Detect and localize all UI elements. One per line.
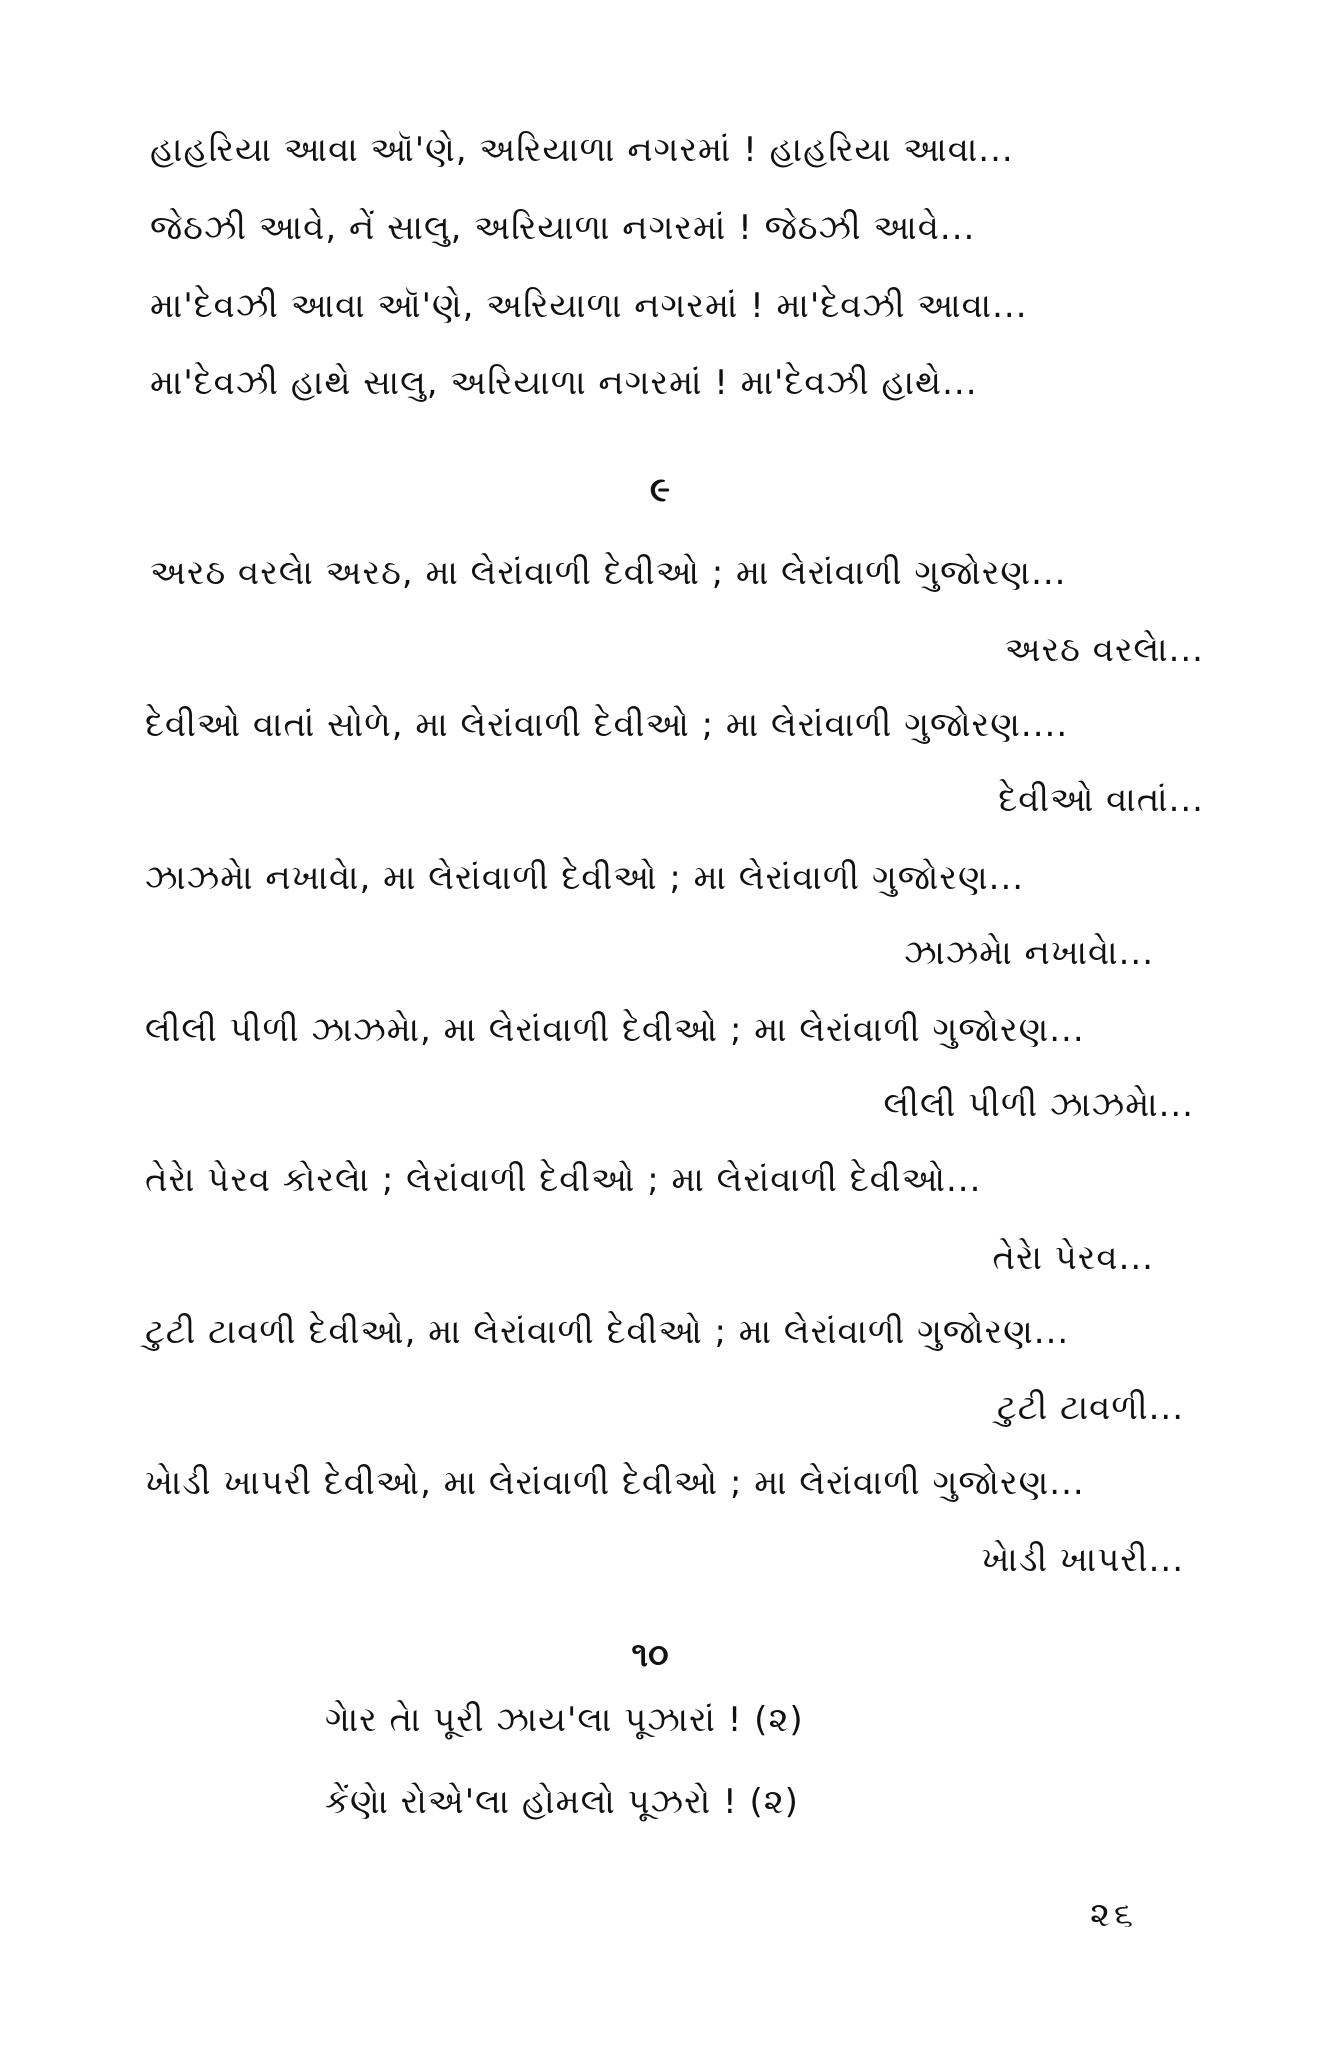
verse-line: મા'દેવઝી આવા ઑ'ણે, અરિયાળા નગરમાં ! મા'દેવઝી આવા... [150, 286, 1028, 326]
refrain-line: અરઠ વરલેા... [1004, 630, 1204, 670]
verse-line: અરઠ વરલેા અરઠ, મા લેરાંવાળી દેવીઓ ; મા લેરાંવાળી ગુજોરણ... [150, 553, 1067, 593]
verse-line: દેવીઓ વાતાં સોળે, મા લેરાંવાળી દેવીઓ ; મા લેરાંવાળી ગુજોરણ.... [145, 705, 1069, 745]
verse-line: ટુટી ટાવળી દેવીઓ, મા લેરાંવાળી દેવીઓ ; મા લેરાંવાળી ગુજોરણ... [145, 1312, 1070, 1352]
refrain-line: ટુટી ટાવળી... [996, 1388, 1184, 1428]
verse-line: તેરેા પેરવ કોરલેા ; લેરાંવાળી દેવીઓ ; મા લેરાંવાળી દેવીઓ... [145, 1160, 982, 1200]
refrain-line: દેવીઓ વાતાં... [998, 780, 1204, 820]
refrain-line: તેરેા પેરવ... [992, 1238, 1154, 1278]
verse-line: હાહરિયા આવા ઑ'ણે, અરિયાળા નગરમાં ! હાહરિયા આવા... [150, 130, 1014, 170]
verse-line: મા'દેવઝી હાથે સાલુ, અરિયાળા નગરમાં ! મા'દેવઝી હાથે... [150, 363, 978, 403]
refrain-line: લીલી પીળી ઝાઝમેા... [883, 1085, 1194, 1125]
page-number: ૨૬ [1090, 1895, 1137, 1935]
refrain-line: ખેાડી ખાપરી... [981, 1540, 1184, 1580]
verse-line: ઝાઝમેા નખાવેા, મા લેરાંવાળી દેવીઓ ; મા લેરાંવાળી ગુજોરણ... [145, 858, 1025, 898]
verse-line: લીલી પીળી ઝાઝમેા, મા લેરાંવાળી દેવીઓ ; મા લેરાંવાળી ગુજોરણ... [145, 1010, 1085, 1050]
song-number: ૯ [649, 470, 671, 510]
song-number: ૧૦ [631, 1635, 669, 1675]
verse-line: કેંણેા રોએ'લા હોમલો પૂઝરો ! (૨) [325, 1782, 799, 1822]
verse-line: ગેાર તેા પૂરી ઝાય'લા પૂઝારાં ! (૨) [325, 1700, 804, 1740]
refrain-line: ઝાઝમેા નખાવેા... [904, 933, 1154, 973]
verse-line: ખેાડી ખાપરી દેવીઓ, મા લેરાંવાળી દેવીઓ ; મા લેરાંવાળી ગુજોરણ... [145, 1463, 1085, 1503]
verse-line: જેઠઝી આવે, નેં સાલુ, અરિયાળા નગરમાં ! જેઠઝી આવે... [150, 208, 976, 248]
